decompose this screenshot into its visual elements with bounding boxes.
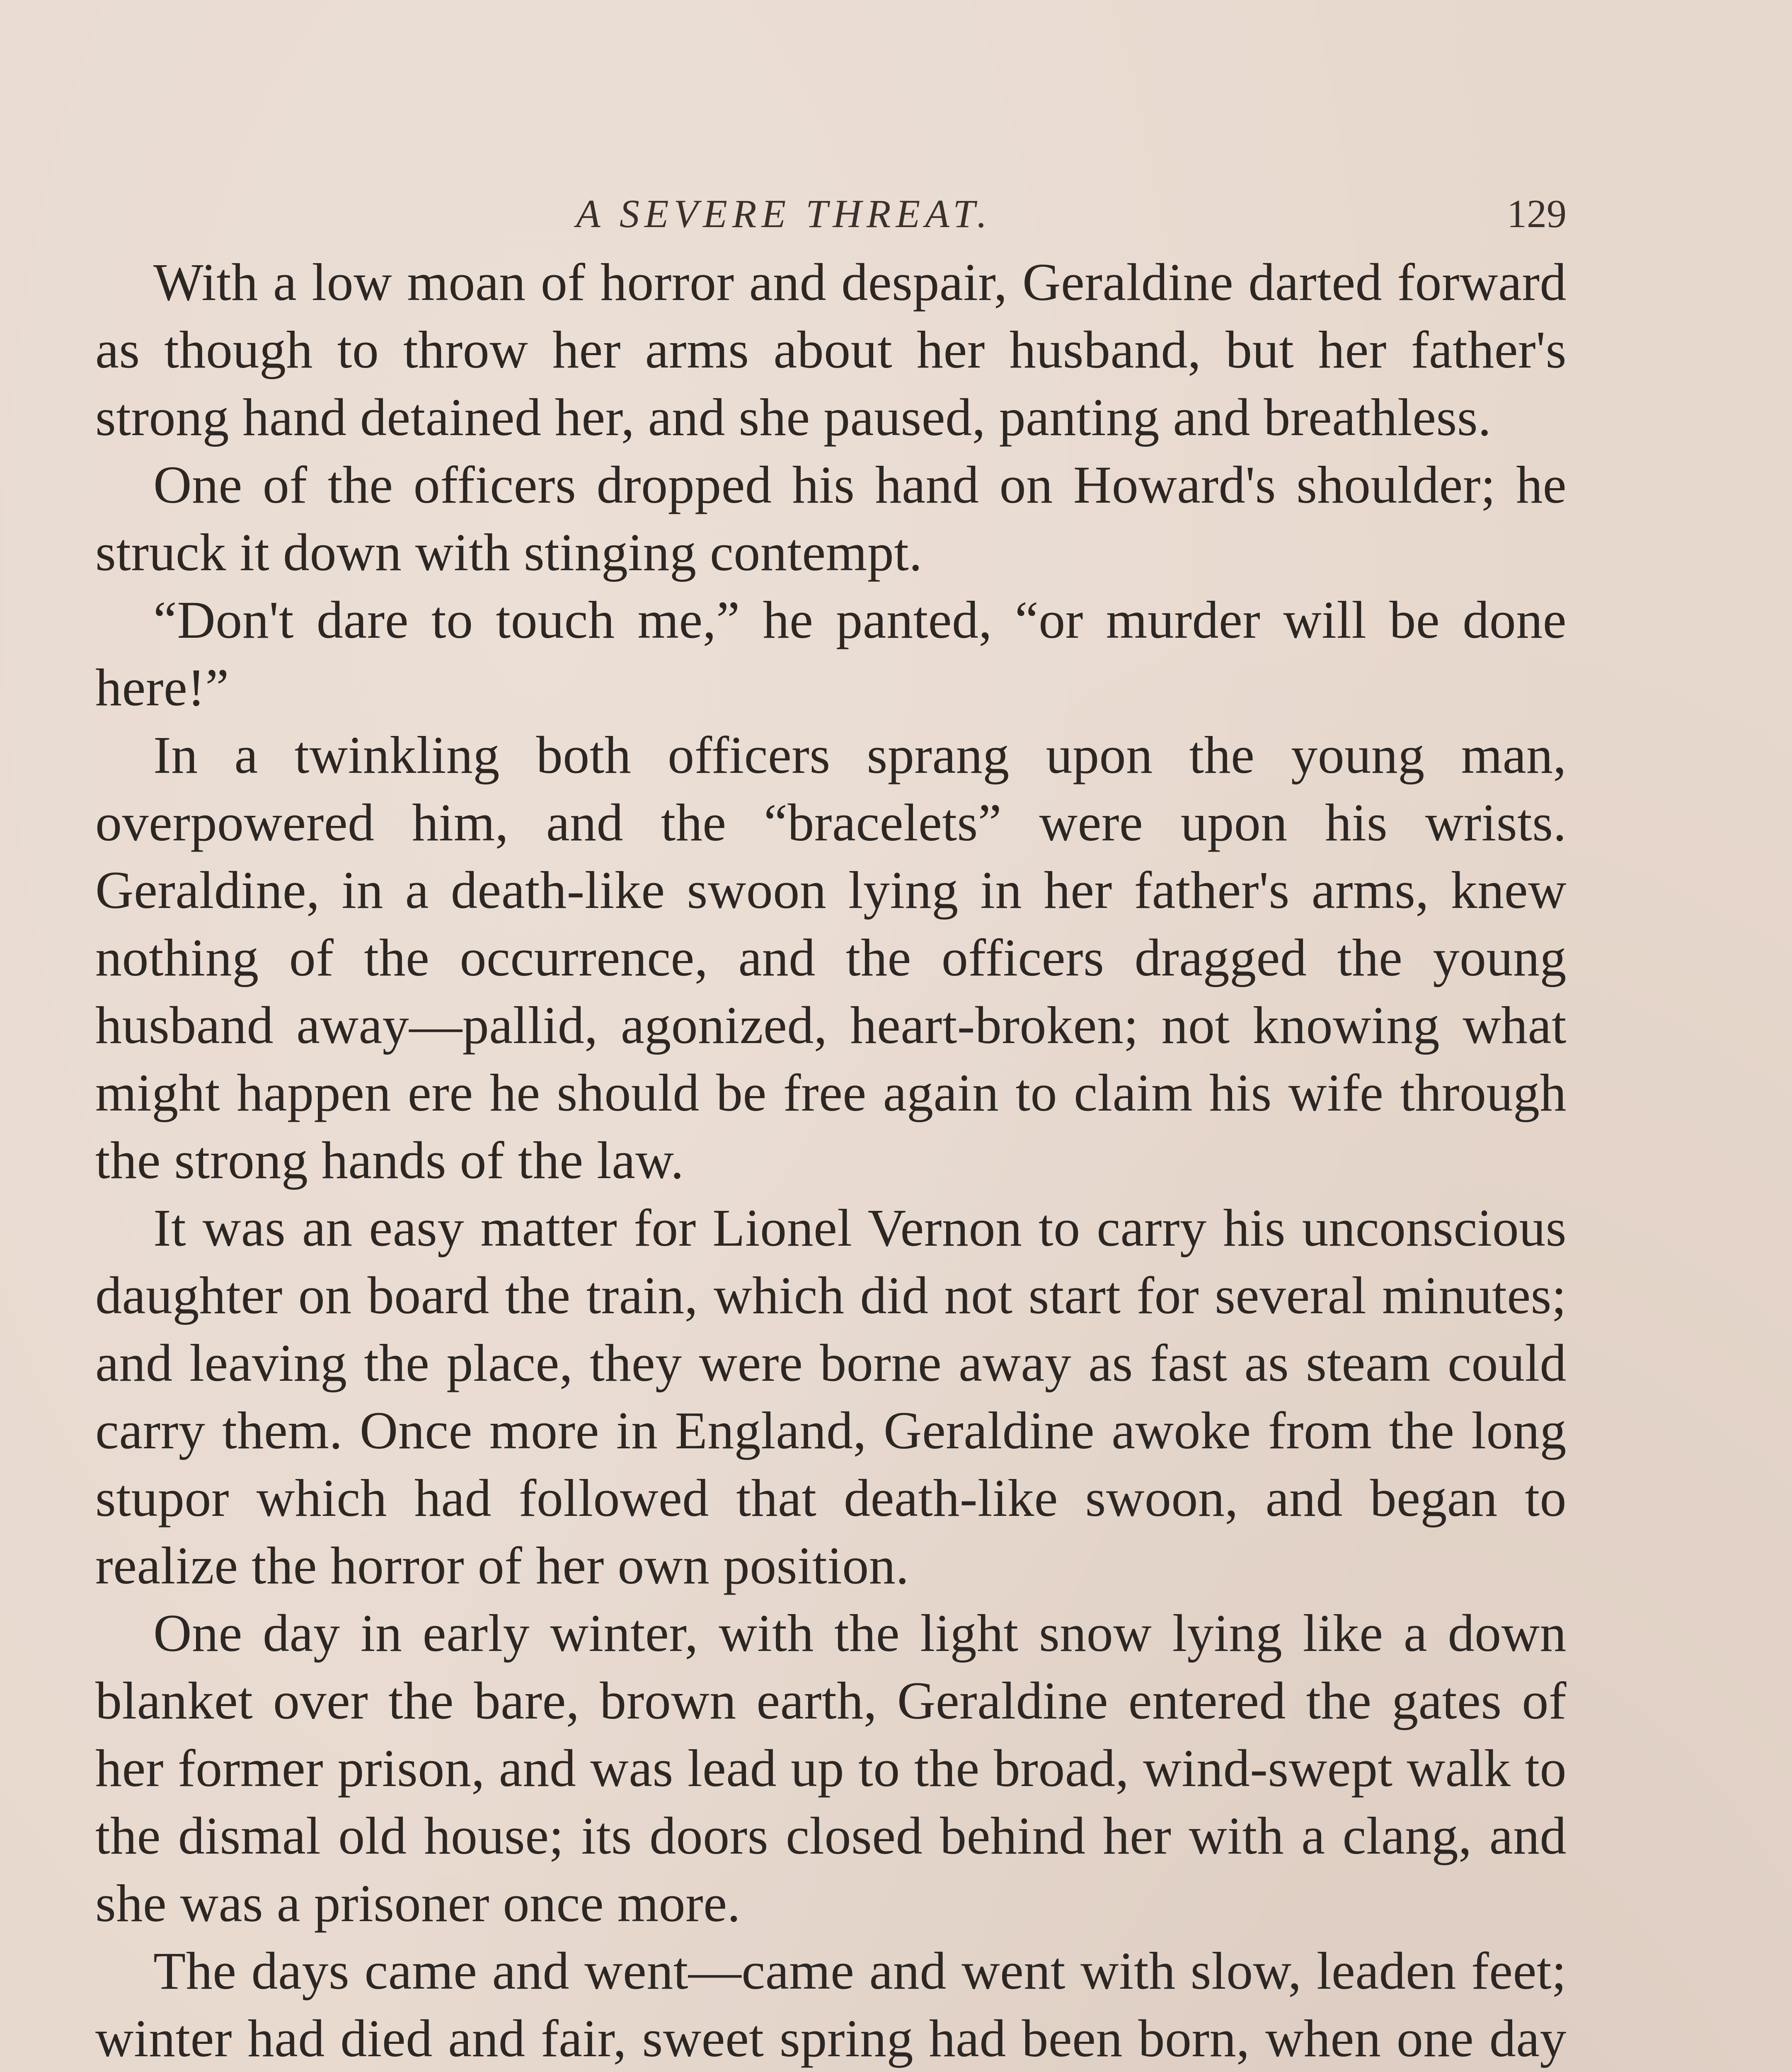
paragraph: It was an easy matter for Lionel Vernon to carry his unconscious daughter on board the train, which did not start for several minutes; and leaving the place, they were borne away as fast as steam could carry them. Once more in England, Geraldine awoke from the long stupor which had followed that death-like swoon, and began to realize the horror of her own position. — [95, 1198, 1567, 1595]
running-head: A SEVERE THREAT. — [576, 191, 992, 236]
body-text — [95, 249, 1567, 2072]
paragraph: The days came and went—came and went with slow, leaden feet; winter had died and fair, sweet spring had been born, when one day — [95, 1941, 1567, 2068]
page-header — [95, 182, 1567, 249]
paragraph: With a low moan of horror and despair, Geraldine darted forward as though to throw her arms about her husband, but her father's strong hand detained her, and she paused, panting and breathless. — [95, 253, 1567, 447]
paragraph: One day in early winter, with the light snow lying like a down blanket over the bare, brown earth, Geraldine entered the gates of her former prison, and was lead up to the broad, wind-swept walk to the dismal old house; its doors closed behind her with a clang, and she was a prisoner once more. — [95, 1604, 1567, 1933]
paragraph: In a twinkling both officers sprang upon the young man, overpowered him, and the “bracelets” were upon his wrists. Geraldine, in a death-like swoon lying in her father's arms, knew nothing of the occurrence, and the officers dragged the young husband away—pallid, agonized, heart-broken; not knowing what might happen ere he should be free again to claim his wife through the strong hands of the law. — [95, 726, 1567, 1190]
page-number: 129 — [1507, 191, 1567, 236]
paragraph: “Don't dare to touch me,” he panted, “or murder will be done here!” — [95, 591, 1567, 717]
paragraph: One of the officers dropped his hand on Howard's shoulder; he struck it down with stinging contempt. — [95, 455, 1567, 582]
book-page — [95, 182, 1567, 2072]
